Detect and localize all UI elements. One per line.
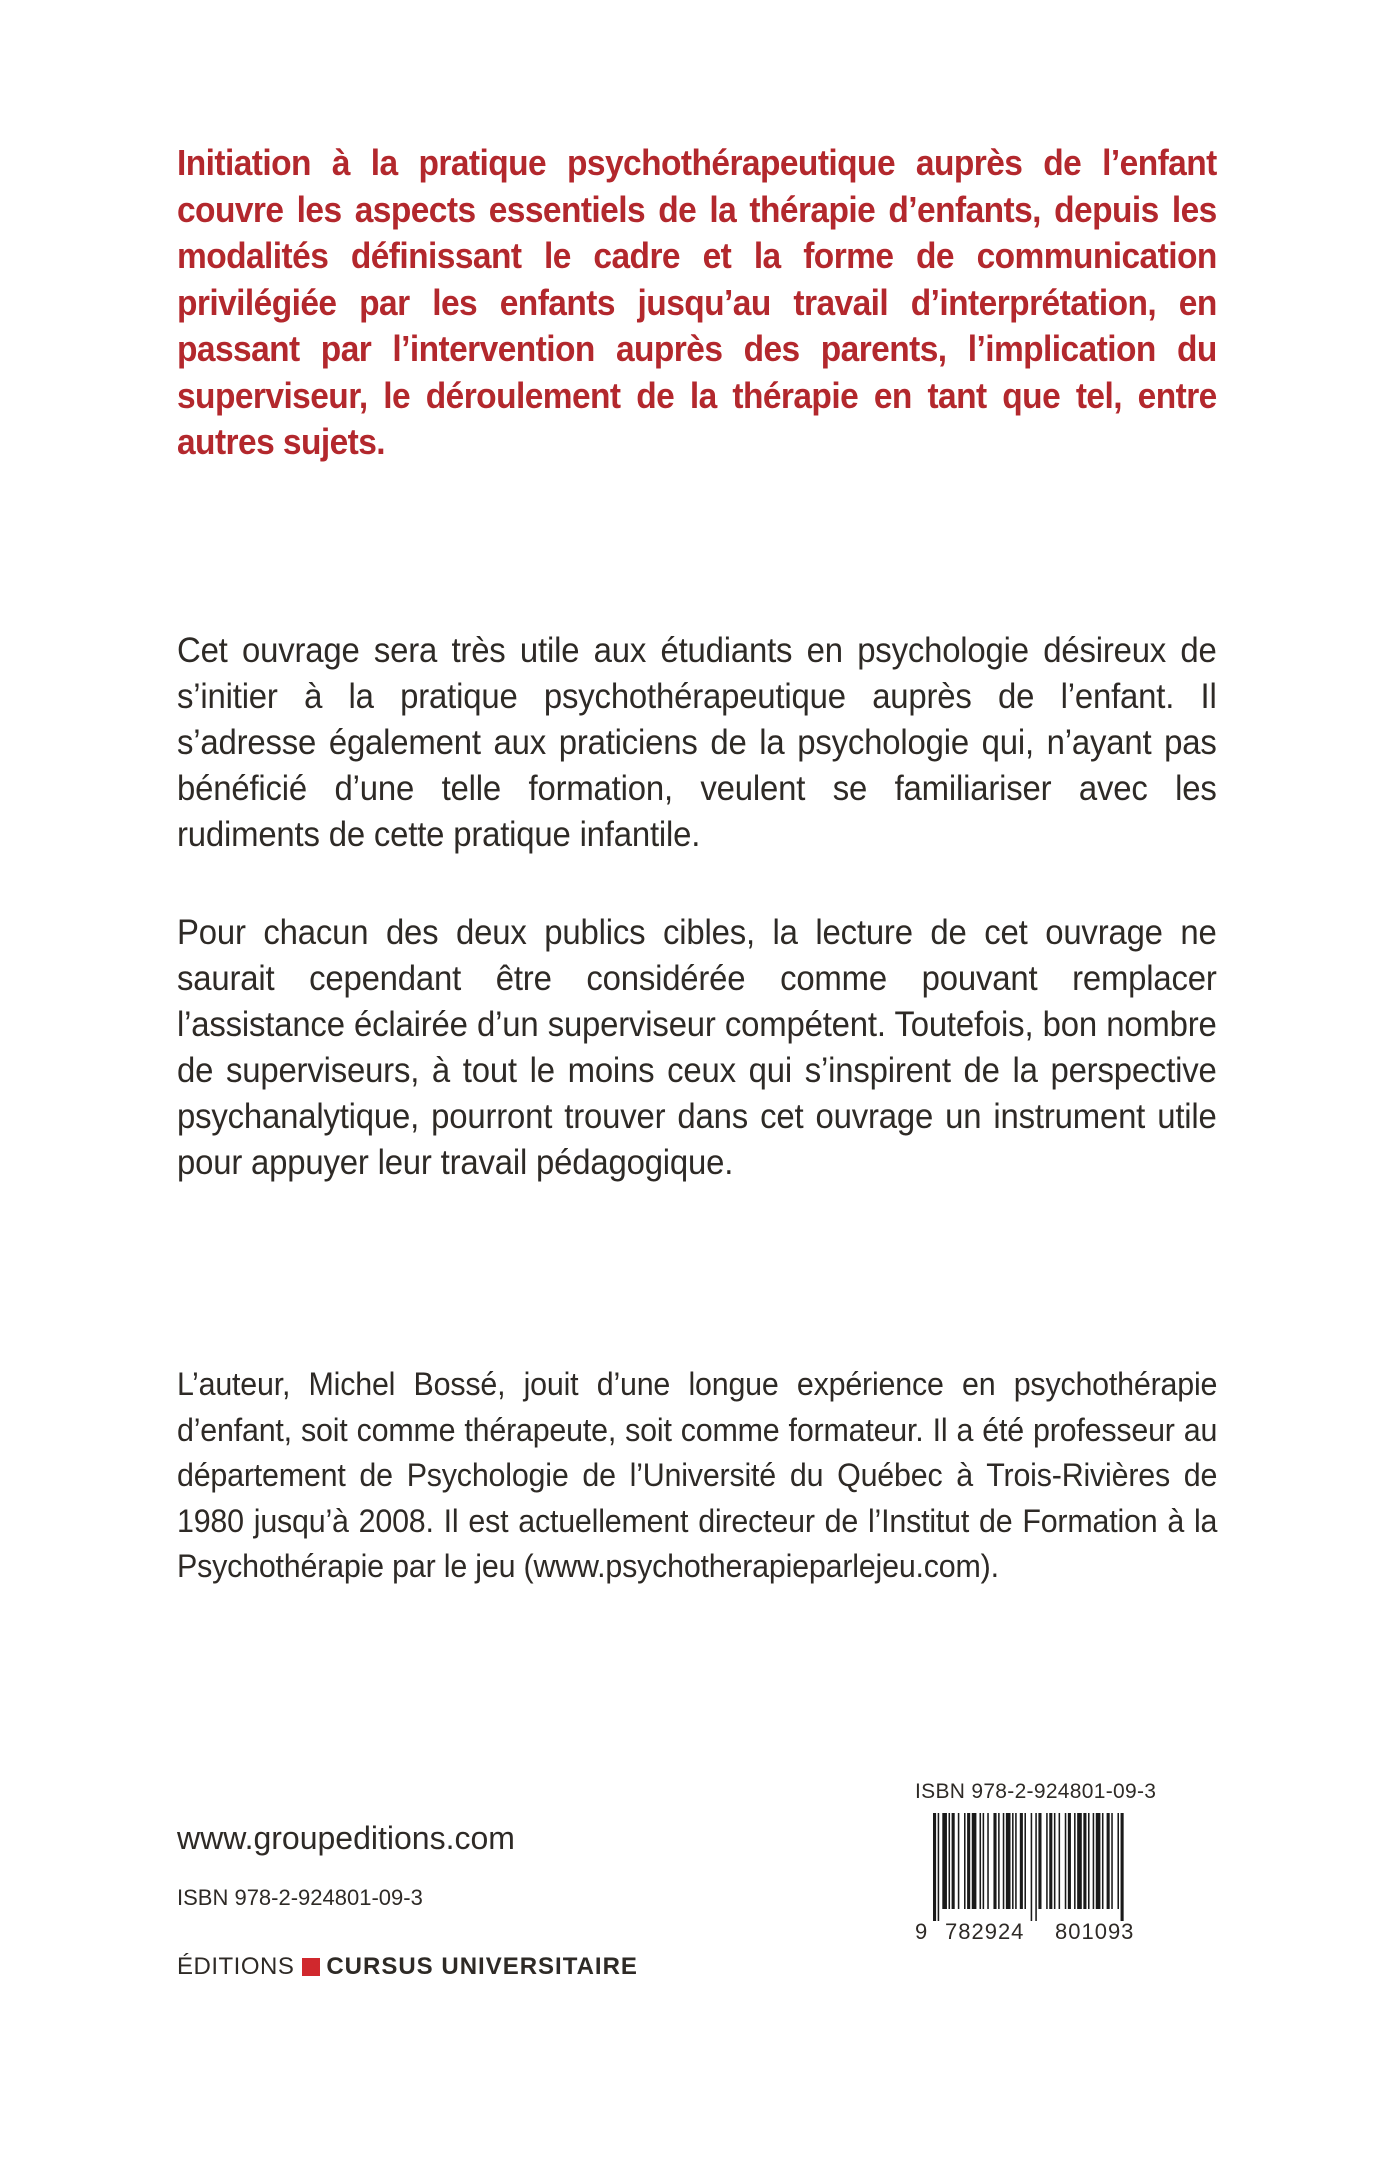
paragraph-supervision: Pour chacun des deux publics cibles, la lecture de cet ouvrage ne saurait cependant être considérée comme pouvant remplacer l’assistance éclairée d’un superviseur compétent. Toutefois, bon nombre de superviseurs, à tout le moins ceux qui s’inspirent de la perspective psychanalytique, pourront trouver dans cet ouvrage un instrument utile pour appuyer leur travail pédagogique. xyxy=(177,913,1217,1182)
barcode-bar xyxy=(987,1813,989,1909)
paragraph-audience: Cet ouvrage sera très utile aux étudiants en psychologie désireux de s’initier à la pratique psychothérapeutique auprès de l’enfant. Il s’adresse également aux praticiens de la psychologie qui, n’ayant pas bénéficié d’une telle formation, veulent se familiariser avec les rudiments de cette pratique infantile. xyxy=(177,631,1217,854)
barcode-bar xyxy=(967,1813,970,1909)
barcode-bar xyxy=(1077,1813,1082,1909)
barcode-bar xyxy=(1038,1813,1041,1909)
barcode-bar xyxy=(1096,1813,1101,1909)
publisher-prefix: ÉDITIONS xyxy=(177,1953,295,1980)
barcode-bar xyxy=(1074,1813,1076,1909)
barcode-bar xyxy=(1049,1813,1052,1909)
barcode-digit-first: 9 xyxy=(915,1919,928,1944)
barcode-bar xyxy=(1035,1813,1037,1921)
barcode-bar xyxy=(1102,1813,1104,1909)
barcode-bar xyxy=(958,1813,960,1909)
barcode-bar xyxy=(1020,1813,1023,1909)
barcode-bar xyxy=(952,1813,955,1909)
publisher-logo xyxy=(177,1952,638,1982)
barcode-bar xyxy=(1111,1813,1113,1909)
barcode-bar xyxy=(949,1813,951,1909)
author-bio: L’auteur, Michel Bossé, jouit d’une longue expérience en psychothérapie d’enfant, soit comme thérapeute, soit comme formateur. Il a été professeur au département de Psychologie de l’Université du Québec à Trois-Rivières de 1980 jusqu’à 2008. Il est actuellement directeur de l’Institut de Formation à la Psychothérapie par le jeu (www.psychotherapieparlejeu.com). xyxy=(177,1366,1218,1584)
barcode-bar xyxy=(1083,1813,1086,1909)
barcode-bars xyxy=(933,1813,1124,1921)
barcode-bar xyxy=(998,1813,1000,1909)
barcode-bar xyxy=(1121,1813,1124,1921)
red-square-icon xyxy=(302,1958,320,1976)
barcode-bar xyxy=(1012,1813,1014,1909)
barcode-bar xyxy=(1117,1813,1119,1909)
isbn-text: ISBN 978-2-924801-09-3 xyxy=(177,1885,423,1910)
barcode-isbn-label: ISBN 978-2-924801-09-3 xyxy=(915,1780,1157,1803)
publisher-website: www.groupeditions.com xyxy=(177,1820,515,1856)
barcode-digits-left: 782924 xyxy=(945,1919,1025,1944)
publisher-name: CURSUS UNIVERSITAIRE xyxy=(326,1953,638,1980)
barcode-bar xyxy=(1107,1813,1110,1909)
barcode-bar xyxy=(1065,1813,1067,1909)
barcode-bar xyxy=(1059,1813,1061,1909)
barcode-bar xyxy=(942,1813,947,1909)
barcode-bar xyxy=(938,1813,940,1921)
barcode-bar xyxy=(1031,1813,1033,1921)
barcode-bar xyxy=(1093,1813,1095,1909)
barcode-digits-right: 801093 xyxy=(1055,1919,1135,1944)
barcode-bar xyxy=(993,1813,996,1909)
barcode-bar xyxy=(980,1813,982,1909)
barcode-bar xyxy=(1088,1813,1090,1909)
barcode-bar xyxy=(972,1813,977,1909)
barcode-bar xyxy=(983,1813,985,1909)
description-lead: Initiation à la pratique psychothérapeutique auprès de l’enfant couvre les aspects essentiels de la thérapie d’enfants, depuis les modalités définissant le cadre et la forme de communication privilégiée par les enfants jusqu’au travail d’interprétation, en passant par l’intervention auprès des parents, l’implication du superviseur, le déroulement de la thérapie en tant que tel, entre autres sujets. xyxy=(177,142,1217,462)
barcode-bar xyxy=(1054,1813,1056,1909)
barcode-graphic xyxy=(915,1813,1180,1950)
barcode-bar xyxy=(933,1813,936,1921)
barcode-bar xyxy=(1015,1813,1017,1909)
barcode-bar xyxy=(1046,1813,1048,1909)
barcode-bar xyxy=(1024,1813,1026,1909)
barcode xyxy=(915,1780,1180,1950)
barcode-bar xyxy=(964,1813,966,1909)
barcode-bar xyxy=(1003,1813,1005,1909)
barcode-bar xyxy=(1068,1813,1071,1909)
barcode-bar xyxy=(1006,1813,1011,1909)
